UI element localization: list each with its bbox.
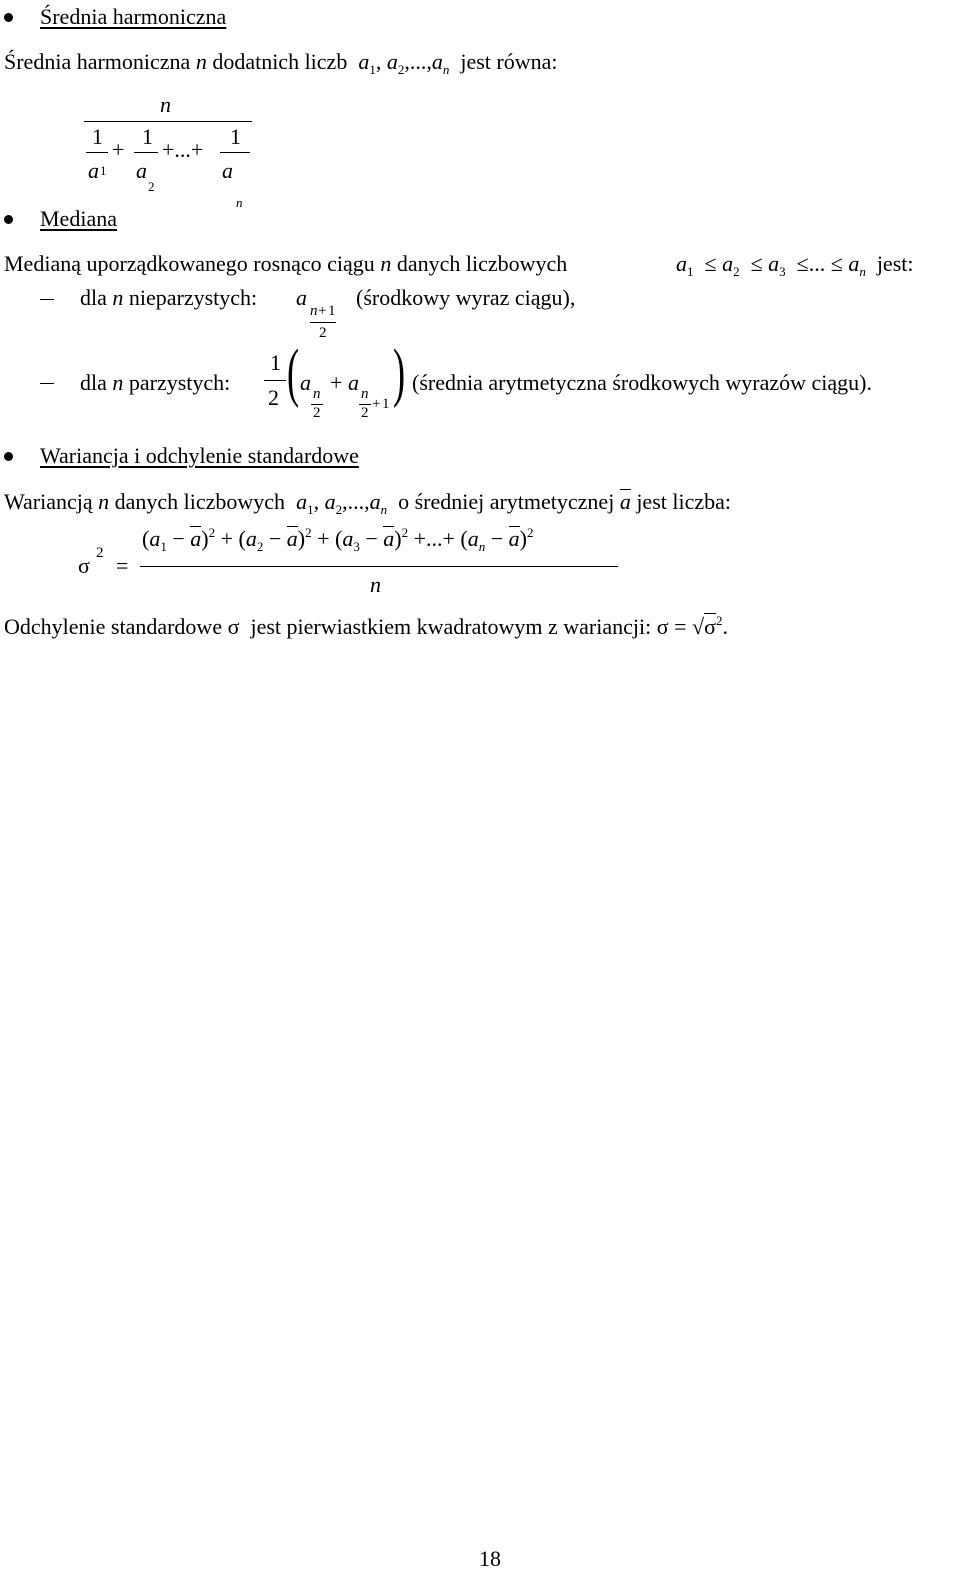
page-number: 18 <box>479 1546 501 1571</box>
variance-numerator: $(a_1 - a)^2 + (a_2 - a)^2 + (a_3 - a)^2$ +...+ $(a_n - a)^2$ <box>142 525 534 554</box>
median-odd-desc: (środkowy wyraz ciągu), <box>356 285 576 310</box>
section-heading-harmonic: Średnia harmoniczna <box>40 4 227 29</box>
variance-intro: Wariancją n danych liczbowych $a_1$, $a_2,...,a_n$ o średniej arytmetycznej a jest liczba: <box>4 489 731 517</box>
median-odd-label: dla n nieparzystych: <box>80 285 258 310</box>
fraction-bar <box>140 566 618 567</box>
section-heading-variance: Wariancja i odchylenie standardowe <box>40 443 359 468</box>
harmonic-numerator: n <box>160 92 171 117</box>
list-dash <box>40 383 54 384</box>
bullet <box>4 13 13 22</box>
bullet <box>4 452 13 461</box>
section-heading-median: Mediana <box>40 206 117 231</box>
std-deviation-line: Odchylenie standardowe σ jest pierwiastkiem kwadratowym z wariancji: $\sigma = √\sigma^2$. <box>4 613 728 639</box>
harmonic-intro: Średnia harmoniczna n dodatnich liczb $a_1$, $a_2,...,a_n$ jest równa: <box>4 49 558 77</box>
median-intro: Medianą uporządkowanego rosnąco ciągu n danych liczbowych <box>4 251 568 276</box>
median-sequence: $a_1 \le a_2 \le a_3$ ≤... ≤ $a_n$ jest: <box>676 251 914 279</box>
median-even-label: dla n parzystych: <box>80 370 231 395</box>
bullet <box>4 215 13 224</box>
median-even-desc: (średnia arytmetyczna środkowych wyrazów ciągu). <box>412 370 872 395</box>
harmonic-formula: n 1 a 1 + 1 a 2 +...+ 1 a n <box>0 0 960 48</box>
list-dash <box>40 299 54 300</box>
fraction-bar <box>84 121 252 122</box>
